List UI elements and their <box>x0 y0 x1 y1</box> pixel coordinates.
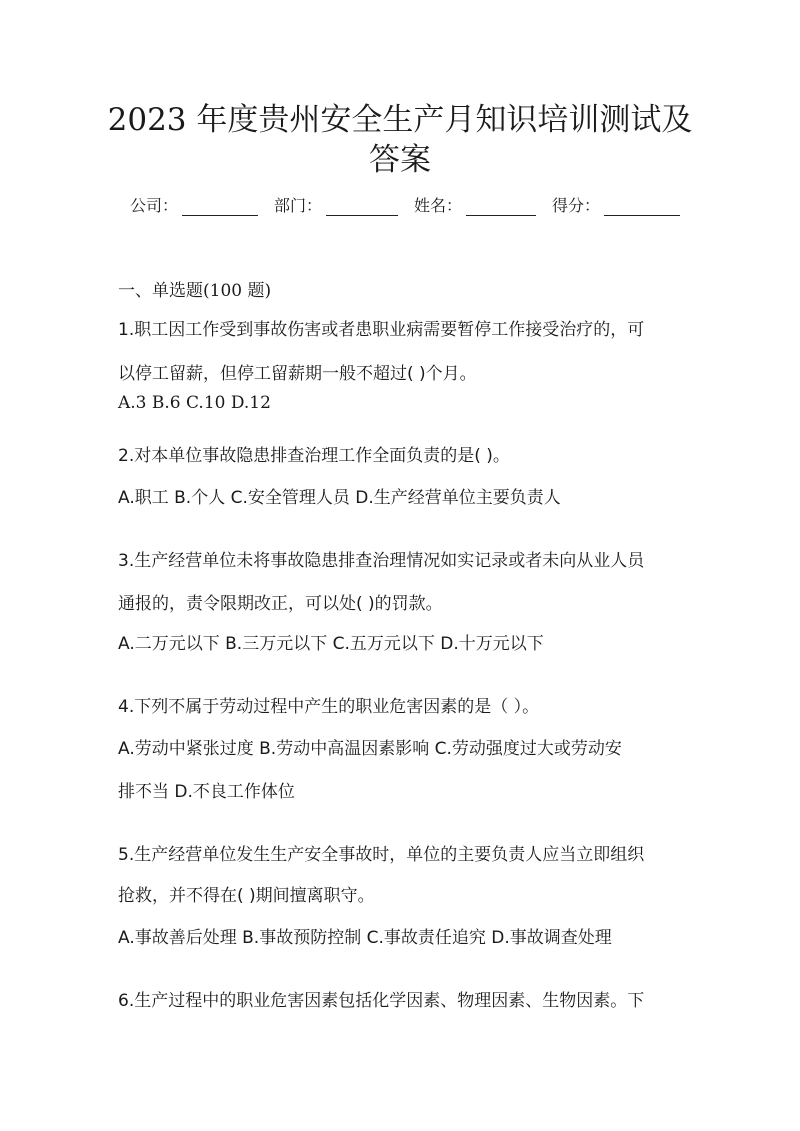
question-2-line-1: 2.对本单位事故隐患排查治理工作全面负责的是( )。 <box>118 446 510 466</box>
question-3-options: A.二万元以下 B.三万元以下 C.五万元以下 D.十万元以下 <box>118 634 544 654</box>
department-label: 部门： <box>274 196 323 215</box>
company-field <box>130 193 258 216</box>
question-5-options: A.事故善后处理 B.事故预防控制 C.事故责任追究 D.事故调查处理 <box>118 928 612 948</box>
department-blank[interactable] <box>326 199 398 216</box>
question-5-line-1: 5.生产经营单位发生生产安全事故时，单位的主要负责人应当立即组织 <box>118 845 645 865</box>
question-4-options-line-1: A.劳动中紧张过度 B.劳动中高温因素影响 C.劳动强度过大或劳动安 <box>118 739 622 759</box>
company-blank[interactable] <box>182 199 258 216</box>
question-3-line-1: 3.生产经营单位未将事故隐患排查治理情况如实记录或者未向从业人员 <box>118 551 645 571</box>
info-row <box>130 190 690 216</box>
question-1-line-1: 1.职工因工作受到事故伤害或者患职业病需要暂停工作接受治疗的，可 <box>118 320 645 340</box>
score-field <box>552 193 680 216</box>
department-field <box>274 193 398 216</box>
section-title: 一、单选题(100 题) <box>118 281 272 301</box>
name-blank[interactable] <box>466 199 536 216</box>
question-1-line-2: 以停工留薪，但停工留薪期一般不超过( )个月。 <box>118 364 477 384</box>
question-4-options-line-2: 排不当 D.不良工作体位 <box>118 782 295 802</box>
question-4-line-1: 4.下列不属于劳动过程中产生的职业危害因素的是（ ）。 <box>118 697 540 717</box>
question-3-line-2: 通报的，责令限期改正，可以处( )的罚款。 <box>118 594 443 614</box>
document-title-line-1: 2023 年度贵州安全生产月知识培训测试及 <box>107 102 693 138</box>
company-label: 公司： <box>130 196 179 215</box>
question-5-line-2: 抢救，并不得在( )期间擅离职守。 <box>118 886 375 906</box>
name-field <box>414 193 536 216</box>
question-1-options: A.3 B.6 C.10 D.12 <box>118 393 271 413</box>
score-label: 得分： <box>552 196 601 215</box>
question-2-options: A.职工 B.个人 C.安全管理人员 D.生产经营单位主要负责人 <box>118 488 561 508</box>
score-blank[interactable] <box>604 199 680 216</box>
question-6-line-1: 6.生产过程中的职业危害因素包括化学因素、物理因素、生物因素。下 <box>118 991 645 1011</box>
name-label: 姓名： <box>414 196 463 215</box>
document-title-line-2: 答案 <box>369 142 431 178</box>
